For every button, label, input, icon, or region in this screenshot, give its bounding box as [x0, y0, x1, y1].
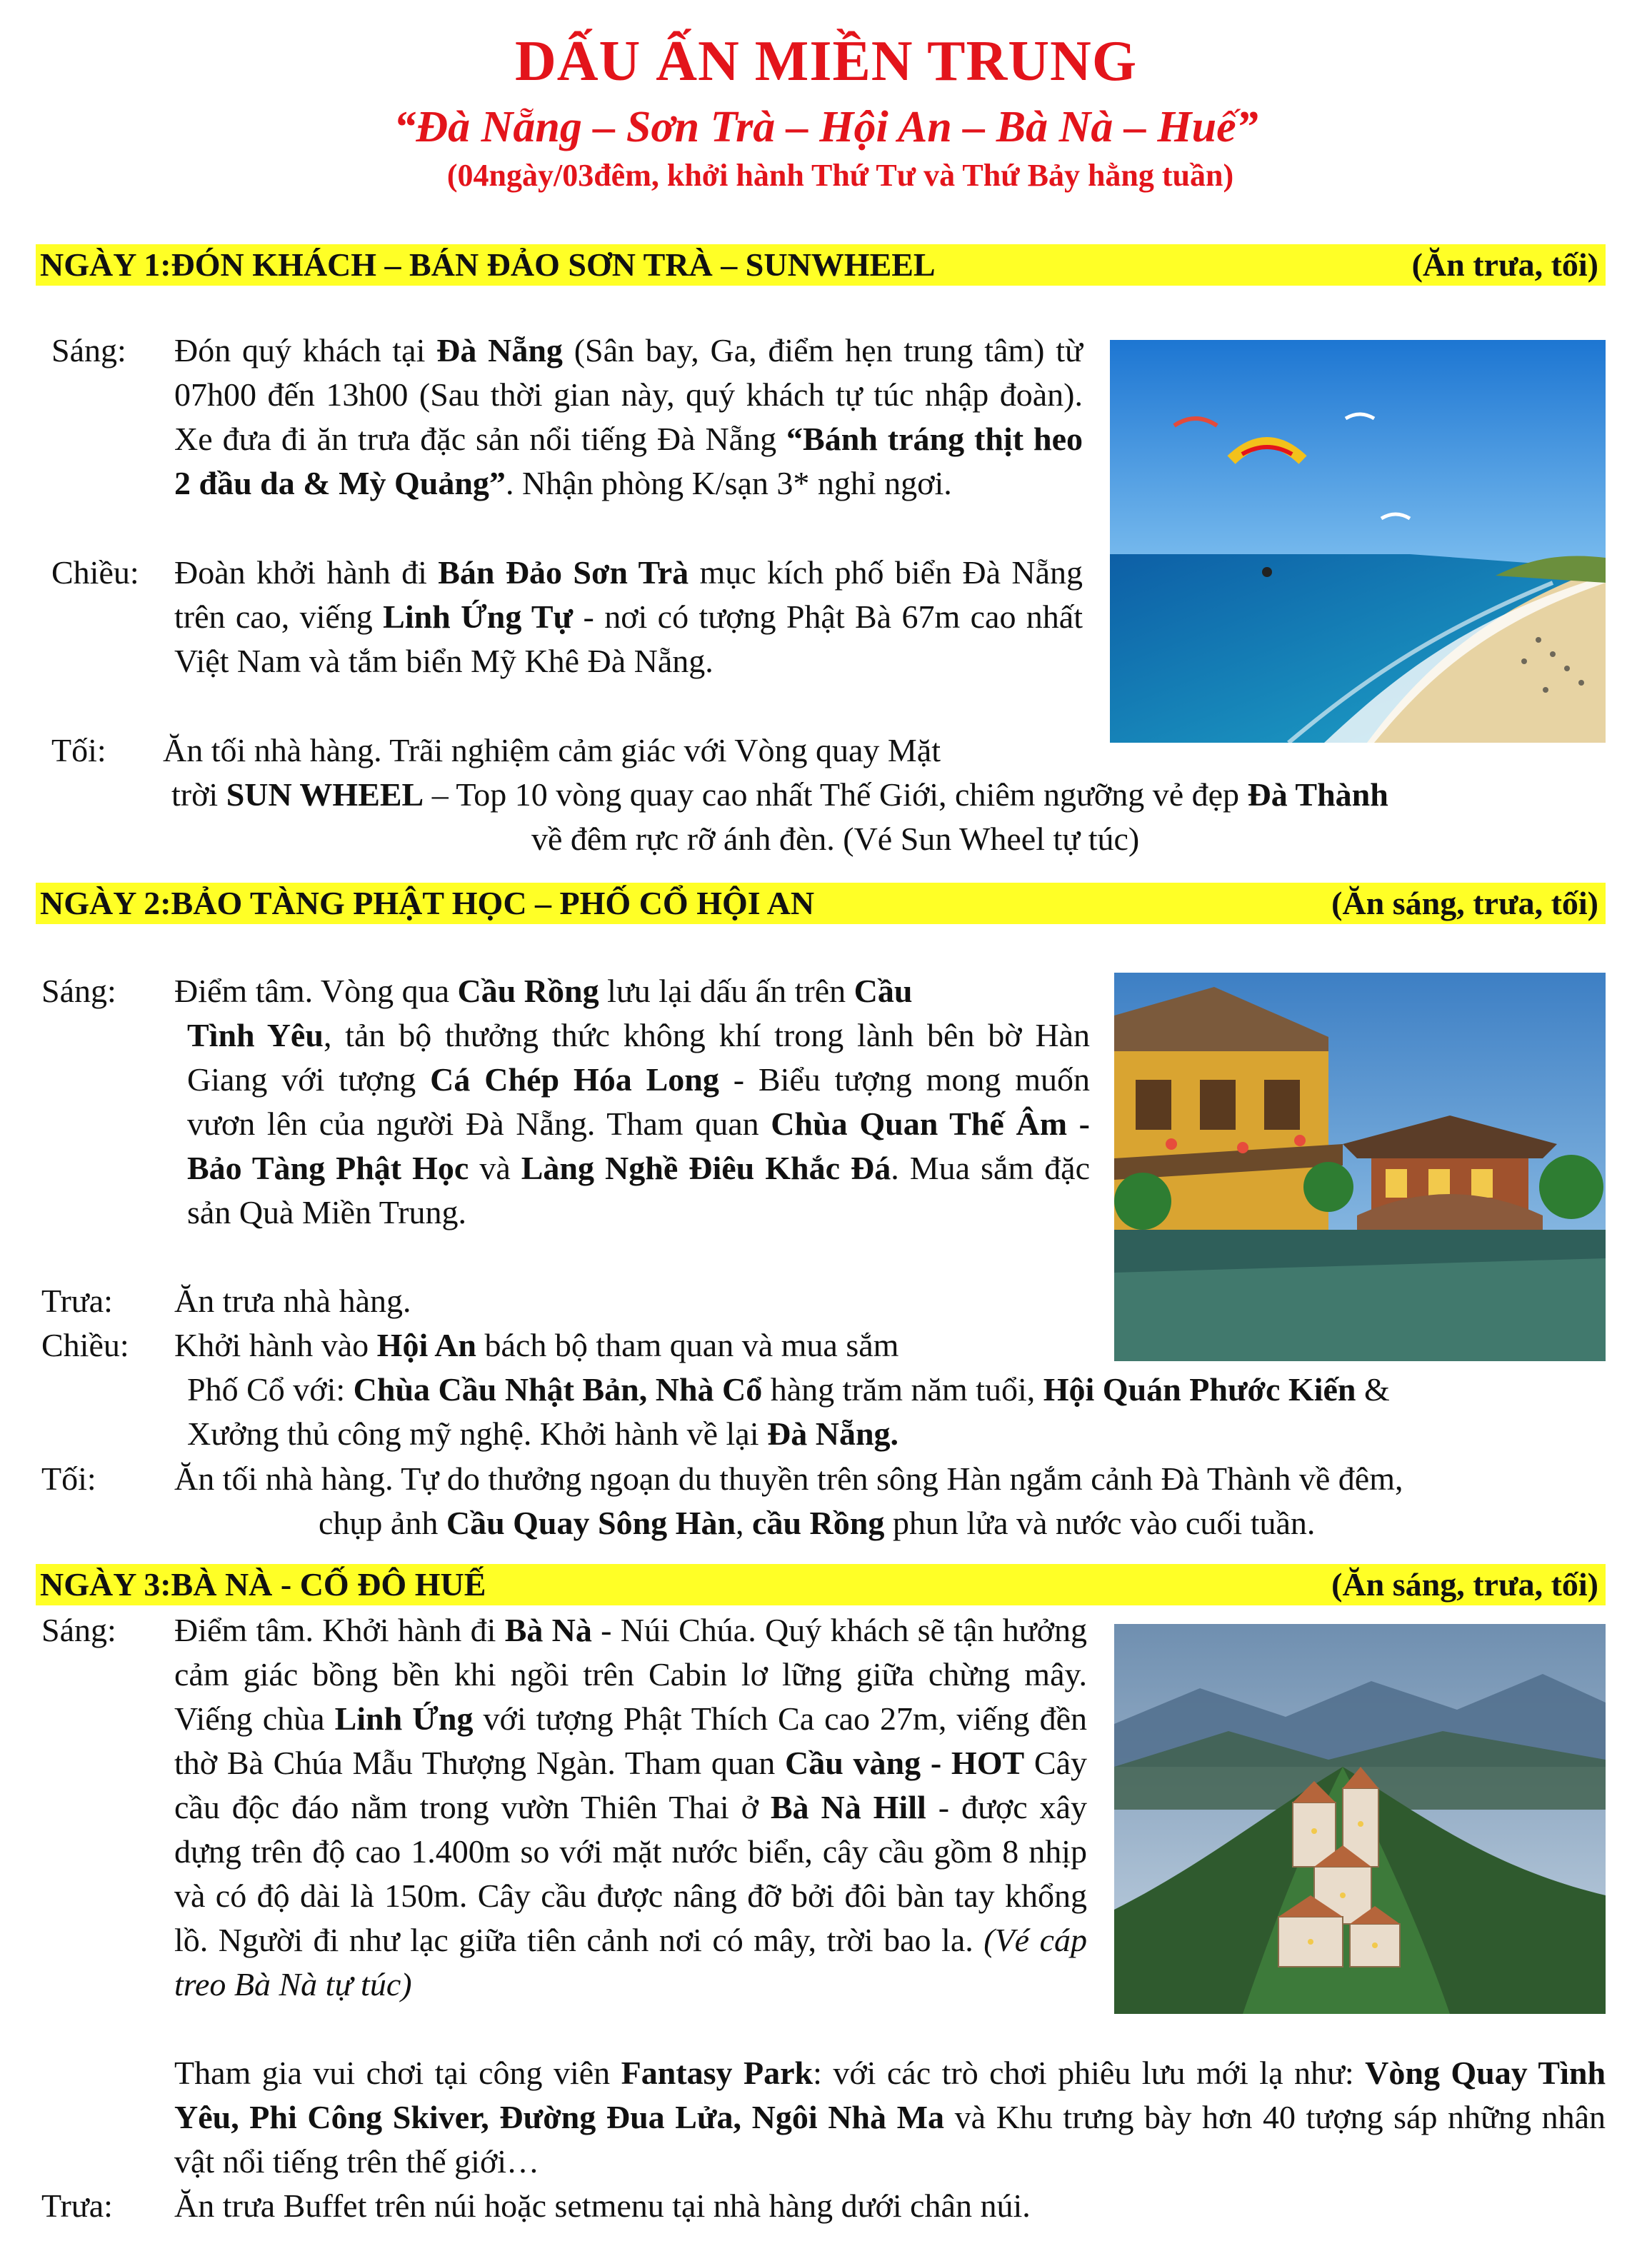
day2-title: NGÀY 2:BẢO TÀNG PHẬT HỌC – PHỐ CỔ HỘI AN — [40, 885, 815, 921]
day2-label-morning: Sáng: — [41, 973, 116, 1009]
day3-lunch-text: Ăn trưa Buffet trên núi hoặc setmenu tại nhà hàng dưới chân núi. — [174, 2187, 1031, 2224]
day2-label-lunch: Trưa: — [41, 1283, 113, 1319]
day2-lunch-text: Ăn trưa nhà hàng. — [174, 1283, 411, 1319]
day1-meals: (Ăn trưa, tối) — [1411, 246, 1598, 283]
day1-header — [36, 244, 1606, 286]
day1-label-afternoon: Chiều: — [51, 554, 139, 591]
day2-meals: (Ăn sáng, trưa, tối) — [1331, 885, 1598, 921]
day2-header — [36, 883, 1606, 924]
day2-label-afternoon: Chiều: — [41, 1327, 129, 1363]
day2-afternoon-line1: Khởi hành vào Hội An bách bộ tham quan và mua sắm — [174, 1327, 899, 1363]
tour-title: DẤU ẤN MIỀN TRUNG — [514, 30, 1138, 93]
day3-label-lunch: Trưa: — [41, 2187, 113, 2224]
day1-evening-line1: Ăn tối nhà hàng. Trãi nghiệm cảm giác với Vòng quay Mặt — [163, 732, 941, 768]
day2-afternoon-line2: Phố Cổ với: Chùa Cầu Nhật Bản, Nhà Cổ hàng trăm năm tuổi, Hội Quán Phước Kiến & — [187, 1371, 1390, 1408]
beach-photo-graphic — [1110, 340, 1606, 743]
day2-evening-line1: Ăn tối nhà hàng. Tự do thưởng ngoạn du thuyền trên sông Hàn ngắm cảnh Đà Thành về đêm, — [174, 1460, 1403, 1497]
day1-morning-text: Đón quý khách tại Đà Nẵng (Sân bay, Ga, điểm hẹn trung tâm) từ 07h00 đến 13h00 (Sau thời gian này, quý khách tự túc nhập đoàn). Xe đưa đi ăn trưa đặc sản nổi tiếng Đà Nẵng “Bánh tráng thịt heo 2 đầu da & Mỳ Quảng”. Nhận phòng K/sạn 3* nghỉ ngơi. — [174, 332, 1083, 501]
day3-meals: (Ăn sáng, trưa, tối) — [1331, 1566, 1598, 1603]
day3-fantasy-park-text: Tham gia vui chơi tại công viên Fantasy Park: với các trò chơi phiêu lưu mới lạ như: Vòng Quay Tình Yêu, Phi Công Skiver, Đường Đua Lửa, Ngôi Nhà Ma và Khu trưng bày hơn 40 tượng sáp những nhân vật nổi tiếng trên thế giới… — [174, 2055, 1606, 2180]
day1-evening-line3: về đêm rực rỡ ánh đèn. (Vé Sun Wheel tự túc) — [531, 821, 1140, 857]
day2-morning-line1: Điểm tâm. Vòng qua Cầu Rồng lưu lại dấu ấn trên Cầu — [174, 973, 913, 1009]
day1-afternoon-text: Đoàn khởi hành đi Bán Đảo Sơn Trà mục kích phố biển Đà Nẵng trên cao, viếng Linh Ứng Tự - nơi có tượng Phật Bà 67m cao nhất Việt Nam và tắm biển Mỹ Khê Đà Nẵng. — [174, 554, 1083, 679]
ba-na-hills-photo — [1114, 1624, 1606, 2014]
tour-duration: (04ngày/03đêm, khởi hành Thứ Tư và Thứ Bảy hằng tuần) — [446, 158, 1234, 193]
day3-label-morning: Sáng: — [41, 1612, 116, 1648]
beach-paragliding-photo — [1110, 340, 1606, 743]
day3-morning-text: Điểm tâm. Khởi hành đi Bà Nà - Núi Chúa. Quý khách sẽ tận hưởng cảm giác bồng bền khi ngồi trên Cabin lơ lững giữa chừng mây. Viếng chùa Linh Ứng với tượng Phật Thích Ca cao 27m, viếng đền thờ Bà Chúa Mẫu Thượng Ngàn. Tham quan Cầu vàng - HOT Cây cầu độc đáo nằm trong vườn Thiên Thai ở Bà Nà Hill - được xây dựng trên độ cao 1.400m so với mặt nước biển, cây cầu gồm 8 nhịp và có độ dài là 150m. Cây cầu được nâng đỡ bởi đôi bàn tay khổng lồ. Người đi như lạc giữa tiên cảnh nơi có mây, trời bao la. (Vé cáp treo Bà Nà tự túc) — [174, 1612, 1088, 2002]
day1-label-morning: Sáng: — [51, 332, 126, 369]
day1-evening-line2: trời SUN WHEEL – Top 10 vòng quay cao nhất Thế Giới, chiêm ngưỡng vẻ đẹp Đà Thành — [171, 776, 1388, 813]
bana-photo-graphic — [1114, 1624, 1606, 2014]
day1-title: NGÀY 1:ĐÓN KHÁCH – BÁN ĐẢO SƠN TRÀ – SUNWHEEL — [40, 246, 936, 283]
day3-title: NGÀY 3:BÀ NÀ - CỐ ĐÔ HUẾ — [40, 1566, 486, 1603]
day3-header — [36, 1564, 1606, 1605]
day1-label-evening: Tối: — [51, 732, 106, 768]
tour-route: “Đà Nẵng – Sơn Trà – Hội An – Bà Nà – Huế” — [394, 103, 1258, 151]
day2-label-evening: Tối: — [41, 1460, 96, 1497]
hoi-an-japanese-bridge-photo — [1114, 973, 1606, 1361]
day2-morning-rest: Tình Yêu, tản bộ thưởng thức không khí trong lành bên bờ Hàn Giang với tượng Cá Chép Hóa Long - Biểu tượng mong muốn vươn lên của người Đà Nẵng. Tham quan Chùa Quan Thế Âm - Bảo Tàng Phật Học và Làng Nghề Điêu Khắc Đá. Mua sắm đặc sản Quà Miền Trung. — [187, 1017, 1091, 1230]
hoian-photo-graphic — [1114, 973, 1606, 1361]
day2-evening-line2: chụp ảnh Cầu Quay Sông Hàn, cầu Rồng phun lửa và nước vào cuối tuần. — [319, 1505, 1316, 1541]
day2-afternoon-line3: Xưởng thủ công mỹ nghệ. Khởi hành về lại Đà Nẵng. — [187, 1415, 899, 1452]
